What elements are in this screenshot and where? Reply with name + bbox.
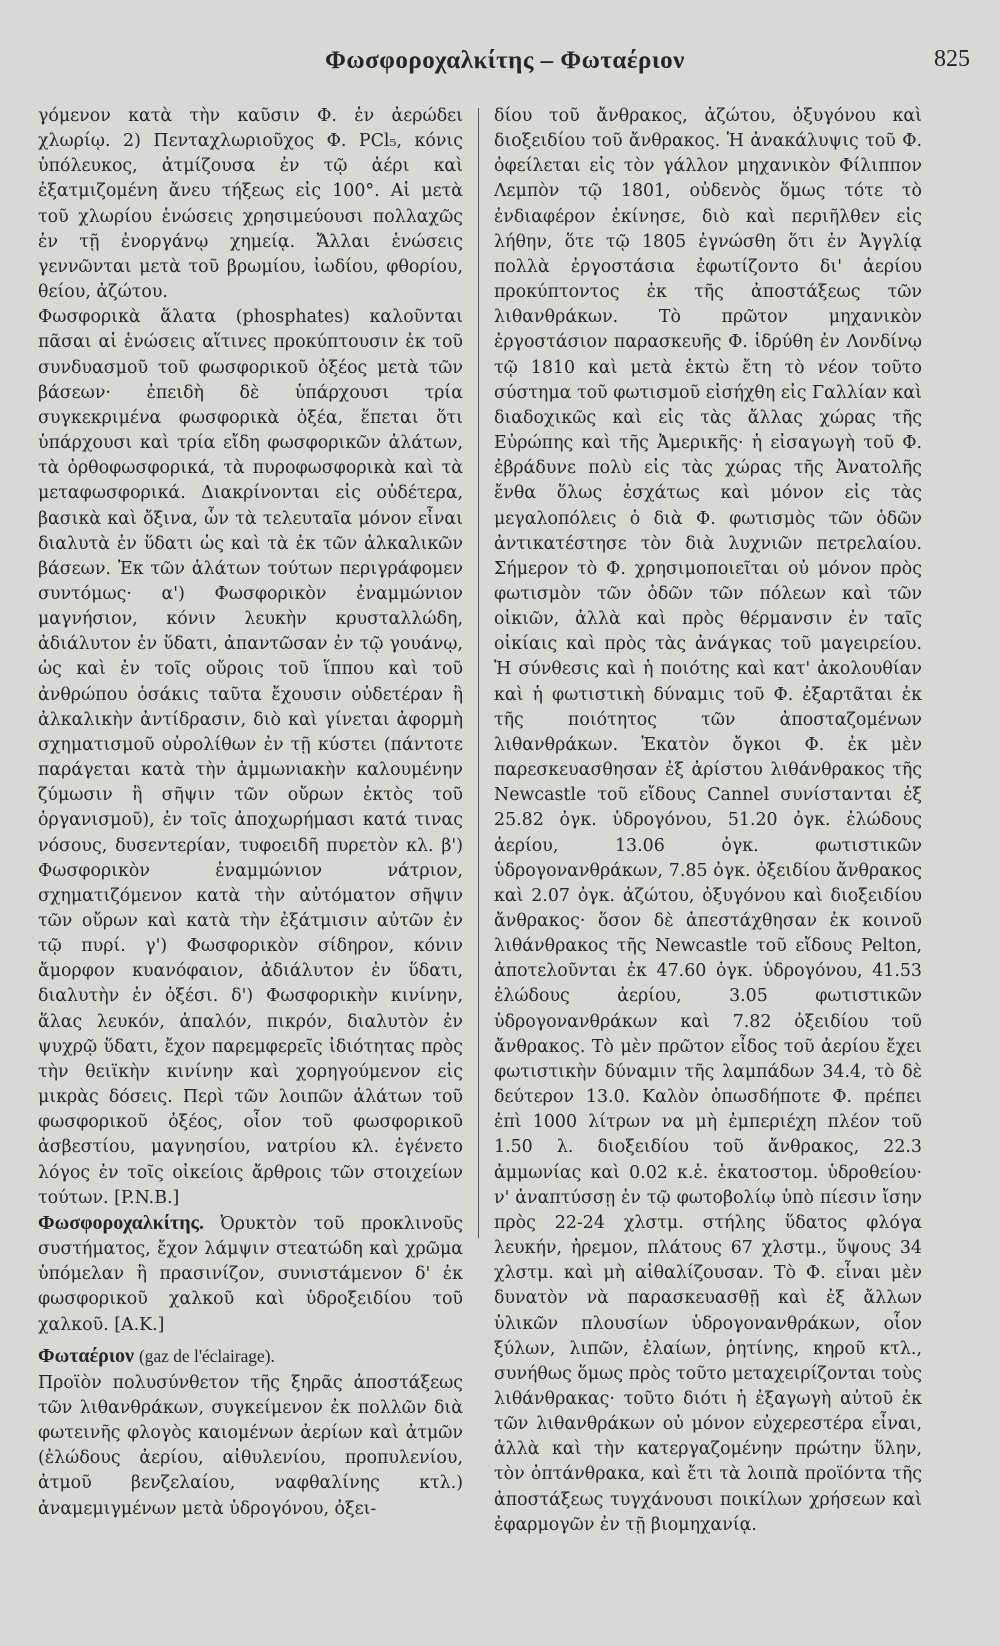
page-number: 825 xyxy=(934,46,970,72)
paragraph-gas-history: δίου τοῦ ἄνθρακος, ἀζώτου, ὀξυγόνου καὶ διοξειδίου τοῦ ἄνθρακος. Ἡ ἀνακάλυψις τοῦ Φ. ὀφείλεται εἰς τὸν γάλλον μηχανικὸν Φίλιππον Λεμπὸν τῷ 1801, οὐδενὸς ὅμως τότε τὸ ἐνδιαφέρον ἐκίνησε, διὸ καὶ περιῆλθεν εἰς λήθην, ὅτε τῷ 1805 ἐγνώσθη ὅτι ἐν Ἀγγλίᾳ πολλὰ ἐργοστάσια ἐφωτίζοντο δι' ἀερίου προκύπτοντος ἐκ τῆς ἀποστάξεως τῶν λιθανθράκων. Τὸ πρῶτον μηχανικὸν ἐργοστάσιον παρασκευῆς Φ. ἱδρύθη ἐν Λονδίνῳ τῷ 1810 καὶ μετὰ ἑκτὼ ἔτη τὸ νέον τοῦτο σύστημα τοῦ φωτισμοῦ εἰσήχθη εἰς Γαλλίαν καὶ διαδοχικῶς καὶ εἰς τὰς ἄλλας χώρας τῆς Εὐρώπης καὶ τῆς Ἀμερικῆς· ἡ εἰσαγωγὴ τοῦ Φ. ἐβράδυνε πολὺ εἰς τὰς χώρας τῆς Ἀνατολῆς ἔνθα ὅλως ἐσχάτως καὶ μόνον εἰς τὰς μεγαλοπόλεις ὁ διὰ Φ. φωτισμὸς τῶν ὁδῶν ἀντικατέστησε τὸν διὰ λυχνιῶν πετρελαίου. Σήμερον τὸ Φ. χρησιμοποιεῖται οὐ μόνον πρὸς φωτισμὸν τῶν ὁδῶν τῶν πόλεων καὶ τῶν οἰκιῶν, ἀλλὰ καὶ πρὸς θέρμανσιν ἐν ταῖς οἰκίαις καὶ πρὸς τὰς ἀνάγκας τοῦ μαγειρείου. Ἡ σύνθεσις καὶ ἡ ποιότης καὶ κατ' ἀκολουθίαν καὶ ἡ φωτιστικὴ δύναμις τοῦ Φ. ἐξαρτᾶται ἐκ τῆς ποιότητος τῶν ἀποσταζομένων λιθανθράκων. Ἑκατὸν ὄγκοι Φ. ἐκ μὲν παρεσκευασθησαν ἐξ ἀρίστου λιθάνθρακος τῆς Newcastle τοῦ εἴδους Cannel συνίστανται ἐξ 25.82 ὀγκ. ὑδρογόνου, 51.20 ὀγκ. ἐλώδους ἀερίου, 13.06 ὀγκ. φωτιστικῶν ὑδρογονανθράκων, 7.85 ὀγκ. ὀξειδίου ἄνθρακος καὶ 2.07 ὀγκ. ἀζώτου, ὀξυγόνου καὶ διοξειδίου ἄνθρακος· ὅσον δὲ ἀπεστάχθησαν ἐκ κοινοῦ λιθάνθρακος τῆς Newcastle τοῦ εἴδους Pelton, ἀποτελοῦνται ἐκ 47.60 ὀγκ. ὑδρογόνου, 41.53 ἐλώδους ἀερίου, 3.05 φωτιστικῶν ὑδρογονανθράκων καὶ 7.82 ὀξειδίου τοῦ ἄνθρακος. Τὸ μὲν πρῶτον εἶδος τοῦ ἀερίου ἔχει φωτιστικὴν δύναμιν τῆς λαμπάδων 34.4, τὸ δὲ δεύτερον 13.0. Καλὸν ὁπωσδήποτε Φ. πρέπει ἐπὶ 1000 λίτρων να μὴ ἐμπεριέχη πλέον τοῦ 1.50 λ. διοξειδίου τοῦ ἄνθρακος, 22.3 ἀμμωνίας καὶ 0.02 κ.ἑ. ἑκατοστομ. ὑδροθείου· ν' ἀναπτύσσῃ ἐν τῷ φωτοβολίῳ ὑπὸ πίεσιν ἴσην πρὸς 22-24 χλστμ. στήλης ὕδατος φλόγα λευκήν, ἠρεμον, πλάτους 67 χλστμ., ὕψους 34 χλστμ. καὶ μὴ αἰθαλίζουσαν. Τὸ Φ. εἶναι μὲν δυνατὸν νὰ παρασκευασθῇ καὶ ἐξ ἄλλων ὑλικῶν πλουσίων ὑδρογονανθράκων, οἷον ξύλων, λιπῶν, ἐλαίων, ῥητίνης, κηροῦ κτλ., συνήθως ὅμως πρὸς τοῦτο μεταχειρίζονται τοὺς λιθάνθρακας· τοῦτο διότι ἡ ἐξαγωγὴ αὐτοῦ ἐκ τῶν λιθανθράκων οὐ μόνον εὐχερεστέρα εἶναι, ἀλλὰ καὶ τὴν κατεργαζομένην πρώτην ὕλην, τὸν ὀπτάνθρακα, καὶ ἔτι τὰ λοιπὰ προϊόντα τῆς ἀποστάξεως τυγχάνουσι ποικίλων χρήσεων καὶ ἐφαρμογῶν ἐν τῇ βιομηχανίᾳ. xyxy=(494,106,922,1535)
right-column xyxy=(494,104,922,1538)
running-title: Φωσφοροχαλκίτης – Φωταέριον xyxy=(325,47,685,74)
entry-heading-photaerion xyxy=(38,1344,463,1369)
entry-body: Ὀρυκτὸν τοῦ προκλινοῦς συστήματος, ἔχον λάμψιν στεατώδη καὶ χρῶμα ὑπόμελαν ἢ πρασινίζον, συνιστάμενον δ' ἐκ φωσφορικοῦ χαλκοῦ καὶ ὑδροξειδίου τοῦ χαλκοῦ. [Α.Κ.] xyxy=(38,1213,464,1335)
paragraph-chlorides: γόμενον κατὰ τὴν καῦσιν Φ. ἐν ἀερώδει χλωρίῳ. 2) Πενταχλωριοῦχος Φ. PCl₅, κόνις ὑπόλευκος, ἀτμίζουσα ἐν τῷ ἀέρι καὶ ἐξατμιζομένη ἄνευ τήξεως εἰς 100°. Αἱ μετὰ τοῦ χλωρίου ἑνώσεις χρησιμεύουσι πολλαχῶς ἐν τῇ ἐνοργάνῳ χημείᾳ. Ἄλλαι ἑνώσεις γεννῶνται μετὰ τοῦ βρωμίου, ἰωδίου, φθορίου, θείου, ἀζώτου. xyxy=(38,106,463,303)
entry-gloss: (gaz de l'éclairage). xyxy=(138,1345,275,1366)
running-head xyxy=(40,44,970,78)
entry-body-photaerion: Προϊὸν πολυσύνθετον τῆς ξηρᾶς ἀποστάξεως τῶν λιθανθράκων, συγκείμενον ἐκ πολλῶν διὰ φωτεινῆς φλογὸς καιομένων ἀερίων καὶ ἀτμῶν (ἐλώδους ἀερίου, αἰθυλενίου, προπυλενίου, ἀτμοῦ βενζελαίου, ναφθαλίνης κτλ.) ἀναμεμιγμένων μετὰ ὑδρογόνου, ὀξει- xyxy=(38,1372,463,1519)
entry-headword: Φωταέριον xyxy=(38,1344,134,1367)
paragraph-phosphates: Φωσφορικὰ ἅλατα (phosphates) καλοῦνται πᾶσαι αἱ ἑνώσεις αἵτινες προκύπτουσιν ἐκ τοῦ συνδυασμοῦ τοῦ φωσφορικοῦ ὀξέος μετὰ τῶν βάσεων· ἐπειδὴ δὲ ὑπάρχουσι τρία συγκεκριμένα φωσφορικὰ ὀξέα, ἕπεται ὅτι ὑπάρχουσι καὶ τρία εἴδη φωσφορικῶν ἁλάτων, τὰ ὀρθοφωσφορικά, τὰ πυροφωσφορικὰ καὶ τὰ μεταφωσφορικά. Διακρίνονται εἰς οὐδέτερα, βασικὰ καὶ ὄξινα, ὧν τὰ τελευταῖα μόνον εἶναι διαλυτὰ ἐν ὕδατι ὡς καὶ τὰ ἐκ τῶν ἀλκαλικῶν βάσεων. Ἐκ τῶν ἁλάτων τούτων περιγράφομεν συντόμως· α') Φωσφορικὸν ἐναμμώνιον μαγνήσιον, κόνιν λευκὴν κρυσταλλώδη, ἀδιάλυτον ἐν ὕδατι, ἀπαντῶσαν ἐν τῷ γουάνῳ, ὡς καὶ ἐν τοῖς οὔροις τοῦ ἵππου καὶ τοῦ ἀνθρώπου ὁσάκις ταῦτα ἔχουσιν οὐδετέραν ἢ ἀλκαλικὴν ἀντίδρασιν, διὸ καὶ γίνεται ἀφορμὴ σχηματισμοῦ οὐρολίθων ἐν τῇ κύστει (πάντοτε παράγεται κατὰ τὴν ἀμμωνιακὴν καλουμένην ζύμωσιν ἢ σῆψιν τῶν οὔρων ἐκτὸς τοῦ ὀργανισμοῦ), ἐν τοῖς ἀποχωρήμασι κατά τινας νόσους, δυσεντερίαν, τυφοειδῆ πυρετὸν κλ. β') Φωσφορικὸν ἐναμμώνιον νάτριον, σχηματιζόμενον κατὰ τὴν αὐτόματον σῆψιν τῶν οὔρων καὶ κατὰ τὴν ἐξάτμισιν αὐτῶν ἐν τῷ πυρί. γ') Φωσφορικὸν σίδηρον, κόνιν ἄμορφον κυανόφαιον, ἀδιάλυτον ἐν ὕδατι, διαλυτὴν ἐν ὀξέσι. δ') Φωσφορικὴν κινίνην, ἅλας λευκόν, ἁπαλόν, πικρόν, διαλυτὸν ἐν ψυχρῷ ὕδατι, ἔχον παρεμφερεῖς ἰδιότητας πρὸς τὴν θειϊκὴν κινίνην καὶ χορηγούμενον εἰς μικρὰς δόσεις. Περὶ τῶν λοιπῶν ἁλάτων τοῦ φωσφορικοῦ ὀξέος, οἷον τοῦ φωσφορικοῦ ἀσβεστίου, μαγνησίου, νατρίου κλ. ἐγένετο λόγος ἐν τοῖς οἰκείοις ἄρθροις τῶν στοιχείων τούτων. [P.N.B.] xyxy=(38,307,463,1208)
entry-phosphorochalcite xyxy=(38,1211,463,1338)
column-divider xyxy=(478,108,479,1238)
entry-headword: Φωσφοροχαλκίτης. xyxy=(38,1211,204,1234)
left-column xyxy=(38,104,463,1522)
